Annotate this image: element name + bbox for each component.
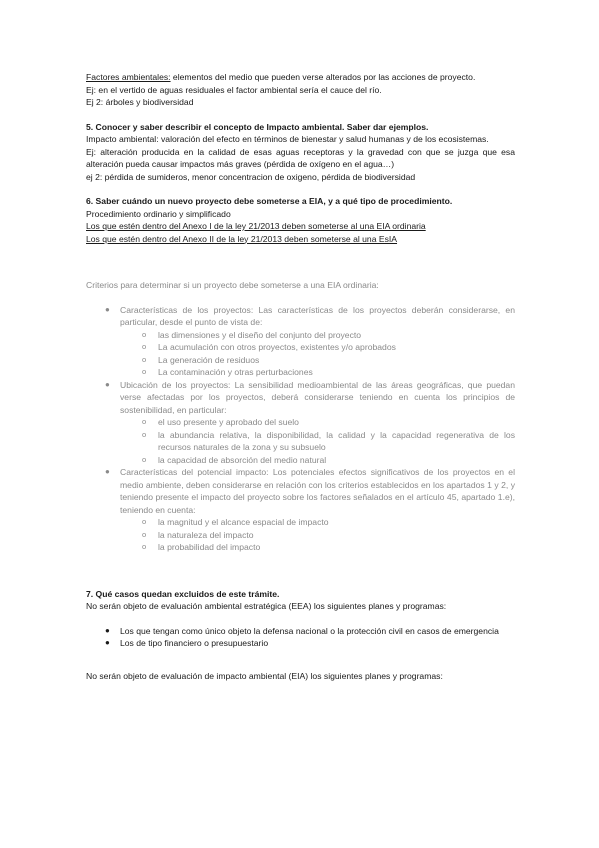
criteria-subitem-text: la probabilidad del impacto [158,542,261,552]
criteria-subitem-text: La acumulación con otros proyectos, existentes y/o aprobados [158,342,396,352]
criteria-subitem [120,454,515,467]
section-5-example-2: ej 2: pérdida de sumideros, menor concentracion de oxigeno, pérdida de biodiversidad [86,171,416,182]
circle-bullet-icon: o [142,354,147,364]
exclusion-item-text: Los que tengan como único objeto la defensa nacional o la protección civil en casos de emergencia [120,625,499,636]
section-7-eea-intro: No serán objeto de evaluación ambiental estratégica (EEA) los siguientes planes y programas: [86,601,447,611]
criteria-subitem [120,416,515,429]
criteria-subitem-text: la naturaleza del impacto [158,529,254,540]
circle-bullet-icon: o [142,367,147,376]
criteria-subitem [120,329,515,342]
exclusions-list [86,625,515,650]
section-5-heading: 5. Conocer y saber describir el concepto de Impacto ambiental. Saber dar ejemplos. [86,121,429,132]
criteria-subitem [120,354,515,367]
criteria-sublist [120,516,515,554]
criteria-subitem-text: las dimensiones y el diseño del conjunto del proyecto [158,329,362,340]
criteria-subitem-text: la magnitud y el alcance espacial de impacto [158,517,329,527]
criteria-item [86,379,515,467]
criteria-subitem [120,541,515,554]
criteria-sublist [120,416,515,466]
section-5-example-1: Ej: alteración producida en la calidad de esas aguas receptoras y la gravedad con que se juzga que esa alteración pueda causar impactos más graves (pérdida de oxígeno en el agua…) [86,146,515,169]
circle-bullet-icon: o [142,517,147,526]
criteria-subitem [120,516,515,529]
section-6-heading: 6. Saber cuándo un nuevo proyecto debe someterse a EIA, y a qué tipo de procedimiento. [86,196,453,206]
intro-example-2: Ej 2: árboles y biodiversidad [86,97,194,107]
exclusion-item-text: Los de tipo financiero o presupuestario [120,638,269,648]
criteria-item-text: Características del potencial impacto: Los potenciales efectos significativos de los proyectos en el medio ambiente, deben considerarse en relación con los criterios establecidos en los apartados 1 y 2, y teniendo presente el impacto del proyecto sobre los factores señalados en el artículo 45, apartado 1.e), teniendo en cuenta: [120,467,515,515]
exclusion-item [86,637,515,650]
criteria-subitem [120,366,515,379]
bullet-icon: ● [105,638,110,647]
bullet-icon: ● [105,304,110,314]
bullet-icon: ● [105,379,110,389]
exclusion-item [86,625,515,638]
criteria-subitem [120,529,515,542]
circle-bullet-icon: o [142,529,147,539]
criteria-subitem-text: la abundancia relativa, la disponibilidad, la calidad y la capacidad regenerativa de los recursos naturales de la zona y su subsuelo [158,429,515,452]
criteria-subitem-text: la capacidad de absorción del medio natural [158,454,327,465]
criteria-item [86,304,515,379]
section-5-definition: Impacto ambiental: valoración del efecto en términos de bienestar y salud humanas y de los ecosistemas. [86,134,489,144]
criteria-subitem-text: el uso presente y aprobado del suelo [158,417,299,427]
intro-term: Factores ambientales: [86,72,171,82]
criteria-subitem-text: La generación de residuos [158,354,260,365]
section-6-line-2: Los que estén dentro del Anexo I de la ley 21/2013 deben someterse al una EIA ordinaria [86,221,426,231]
section-7-eia-intro: No serán objeto de evaluación de impacto ambiental (EIA) los siguientes planes y programas: [86,670,443,681]
bullet-icon: ● [105,625,110,635]
criteria-sublist [120,329,515,379]
criteria-item-text: Características de los proyectos: Las características de los proyectos deberán considerarse, en particular, desde el punto de vista de: [120,304,515,327]
intro-example-1: Ej: en el vertido de aguas residuales el factor ambiental sería el cauce del río. [86,84,382,95]
section-7-heading: 7. Qué casos quedan excluidos de este trámite. [86,588,280,599]
circle-bullet-icon: o [142,542,147,551]
criteria-list [86,304,515,554]
criteria-subitem [120,429,515,454]
criteria-item [86,466,515,554]
circle-bullet-icon: o [142,429,147,439]
intro-definition: elementos del medio que pueden verse alterados por las acciones de proyecto. [170,72,476,82]
section-6-line-3: Los que estén dentro del Anexo II de la ley 21/2013 deben someterse al una EsIA [86,233,398,244]
circle-bullet-icon: o [142,454,147,464]
intro-paragraph [86,71,515,84]
section-6-line-1: Procedimiento ordinario y simplificado [86,208,231,219]
circle-bullet-icon: o [142,417,147,426]
criteria-subitem [120,341,515,354]
circle-bullet-icon: o [142,342,147,351]
circle-bullet-icon: o [142,329,147,339]
criteria-item-text: Ubicación de los proyectos: La sensibilidad medioambiental de las áreas geográficas, que puedan verse afectadas por los proyectos, deberá considerarse teniendo en cuenta los principios de sostenibilidad, en particular: [120,379,515,415]
bullet-icon: ● [105,467,110,476]
criteria-subitem-text: La contaminación y otras perturbaciones [158,367,313,377]
criteria-title: Criterios para determinar si un proyecto debe someterse a una EIA ordinaria: [86,280,379,290]
